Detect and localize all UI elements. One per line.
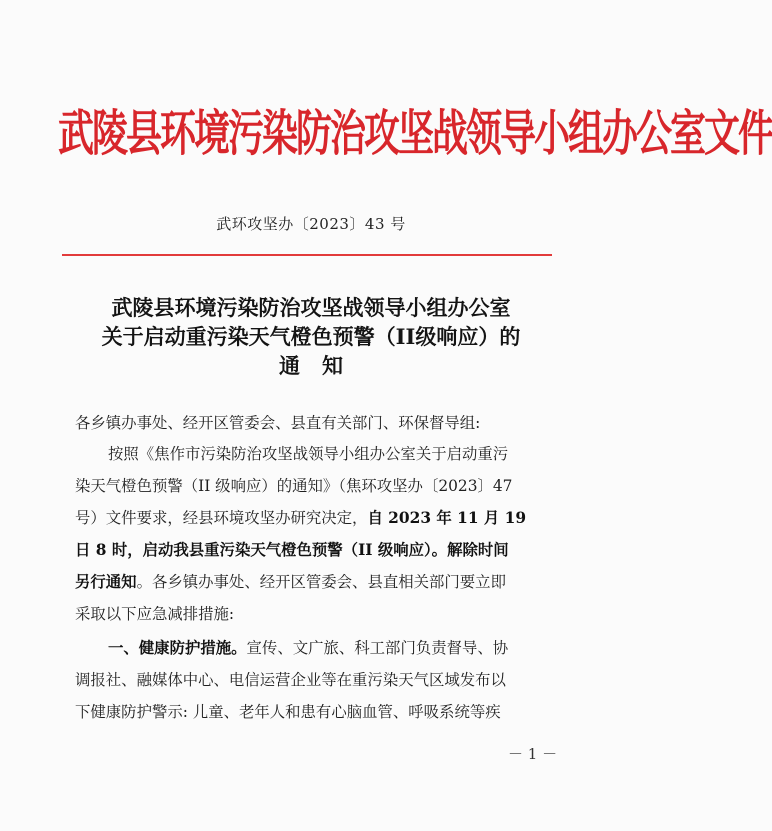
paragraph-1-line-2: 染天气橙色预警（II 级响应）的通知》（焦环攻坚办〔2023〕47	[75, 477, 513, 495]
section-1-line-1	[108, 636, 588, 658]
page-number: － 1 －	[508, 745, 558, 763]
paragraph-1-line-5-text: 。各乡镇办事处、经开区管委会、县直相关部门要立即	[136, 573, 506, 591]
red-divider-line	[62, 254, 552, 256]
warning-activation-bold: 日 8 时，启动我县重污染天气橙色预警（II 级响应）。解除时间	[75, 541, 509, 559]
effective-date-bold: 自 2023 年 11 月 19	[367, 509, 527, 527]
document-number: 武环攻坚办〔2023〕43 号	[216, 215, 406, 233]
paragraph-1-line-1: 按照《焦作市污染防治攻坚战领导小组办公室关于启动重污	[108, 445, 509, 463]
paragraph-1-line-3	[75, 506, 555, 528]
paragraph-1-line-6: 采取以下应急减排措施:	[75, 605, 235, 623]
release-notice-bold: 另行通知	[75, 573, 137, 591]
section-1-line-2: 调报社、融媒体中心、电信运营企业等在重污染天气区域发布以	[75, 671, 506, 689]
issuer-header: 武陵县环境污染防治攻坚战领导小组办公室文件	[58, 105, 772, 163]
paragraph-1-line-5	[75, 570, 555, 592]
title-line-3: 通知	[279, 353, 365, 378]
paragraph-1-line-3-text: 号）文件要求，经县环境攻坚办研究决定，	[75, 509, 368, 527]
title-line-2: 关于启动重污染天气橙色预警（II级响应）的	[101, 324, 521, 349]
section-1-line-3: 下健康防护警示: 儿童、老年人和患有心脑血管、呼吸系统等疾	[75, 703, 501, 721]
section-1-line-1-text: 宣传、文广旅、科工部门负责督导、协	[246, 639, 509, 657]
section-1-heading: 一、健康防护措施。	[108, 639, 247, 657]
title-line-1: 武陵县环境污染防治攻坚战领导小组办公室	[111, 295, 511, 320]
paragraph-1-line-4	[75, 538, 555, 560]
recipients-line: 各乡镇办事处、经开区管委会、县直有关部门、环保督导组:	[75, 414, 481, 432]
